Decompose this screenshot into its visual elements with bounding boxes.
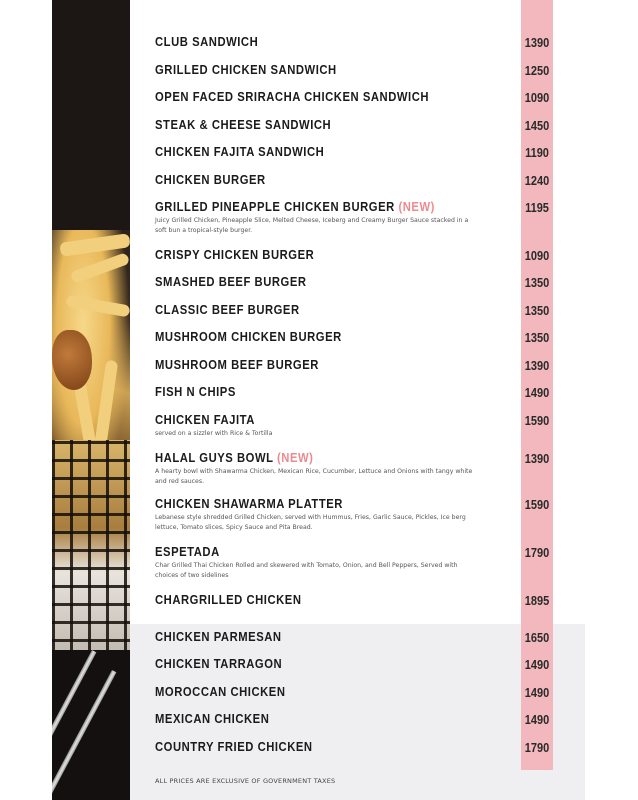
menu-item xyxy=(155,413,515,439)
item-name: OPEN FACED SRIRACHA CHICKEN SANDWICH xyxy=(155,90,430,104)
item-price: 1090 xyxy=(524,91,550,105)
menu-item xyxy=(155,90,515,104)
menu-item xyxy=(155,385,515,399)
item-name: MUSHROOM BEEF BURGER xyxy=(155,358,319,372)
fried-chicken-image xyxy=(52,330,92,390)
item-description: Lebanese style shredded Grilled Chicken, served with Hummus, Fries, Garlic Sauce, Pickles, Ice berg lettuce, Tomato slices, Spicy Sauce and Pita Bread. xyxy=(155,514,466,531)
item-description: Char Grilled Thai Chicken Rolled and skewered with Tomato, Onion, and Bell Peppers, Served with choices of two sidelines xyxy=(155,562,458,579)
menu-item xyxy=(155,200,515,236)
menu-item xyxy=(155,657,515,671)
menu-item xyxy=(155,248,515,262)
menu-item xyxy=(155,35,515,49)
item-price: 1350 xyxy=(524,276,550,290)
menu-item xyxy=(155,173,515,187)
item-price: 1490 xyxy=(524,386,550,400)
menu-item xyxy=(155,545,515,581)
item-price: 1490 xyxy=(524,658,550,672)
item-name: SMASHED BEEF BURGER xyxy=(155,275,307,289)
item-name: MEXICAN CHICKEN xyxy=(155,712,270,726)
item-price: 1490 xyxy=(524,713,550,727)
fork-image xyxy=(52,650,130,800)
item-name: CLUB SANDWICH xyxy=(155,35,259,49)
item-name: FISH N CHIPS xyxy=(155,385,236,399)
menu-item xyxy=(155,118,515,132)
new-tag: (NEW) xyxy=(276,451,314,465)
item-name xyxy=(155,200,479,214)
menu-item xyxy=(155,740,515,754)
menu-item xyxy=(155,497,515,533)
tax-note: ALL PRICES ARE EXCLUSIVE OF GOVERNMENT TAXES xyxy=(155,777,336,785)
menu-item xyxy=(155,593,515,607)
menu-item xyxy=(155,63,515,77)
item-price: 1590 xyxy=(524,498,550,512)
item-name-text: GRILLED PINEAPPLE CHICKEN BURGER xyxy=(155,200,395,214)
item-name-text: HALAL GUYS BOWL xyxy=(155,451,274,465)
item-name: CHARGRILLED CHICKEN xyxy=(155,593,302,607)
item-price: 1250 xyxy=(524,64,550,78)
item-name: COUNTRY FRIED CHICKEN xyxy=(155,740,313,754)
item-price: 1895 xyxy=(524,594,550,608)
menu-item xyxy=(155,451,515,487)
wire-basket-image xyxy=(52,440,130,660)
item-name: CHICKEN PARMESAN xyxy=(155,630,282,644)
menu-item xyxy=(155,330,515,344)
menu-item xyxy=(155,630,515,644)
item-price: 1390 xyxy=(524,452,550,466)
item-price: 1350 xyxy=(524,304,550,318)
menu-item xyxy=(155,358,515,372)
item-name: MUSHROOM CHICKEN BURGER xyxy=(155,330,342,344)
item-price: 1195 xyxy=(525,201,549,215)
item-name xyxy=(155,451,479,465)
item-description: Juicy Grilled Chicken, Pineapple Slice, Melted Cheese, Iceberg and Creamy Burger Sauce stacked in a soft bun a tropical-style burger. xyxy=(155,217,469,234)
menu-item xyxy=(155,145,515,159)
item-price: 1390 xyxy=(524,36,550,50)
item-name: CRISPY CHICKEN BURGER xyxy=(155,248,315,262)
item-price: 1090 xyxy=(524,249,550,263)
item-description: served on a sizzler with Rice & Tortilla xyxy=(155,430,273,437)
item-name: CHICKEN TARRAGON xyxy=(155,657,283,671)
menu-item xyxy=(155,712,515,726)
item-price: 1350 xyxy=(524,331,550,345)
item-price: 1590 xyxy=(524,414,550,428)
menu-item xyxy=(155,275,515,289)
item-name: STEAK & CHEESE SANDWICH xyxy=(155,118,332,132)
item-price: 1790 xyxy=(524,741,550,755)
item-price: 1390 xyxy=(524,359,550,373)
item-name: CHICKEN FAJITA xyxy=(155,413,255,427)
item-name: CHICKEN BURGER xyxy=(155,173,266,187)
item-name: CHICKEN SHAWARMA PLATTER xyxy=(155,497,343,511)
item-name: GRILLED CHICKEN SANDWICH xyxy=(155,63,337,77)
item-price: 1650 xyxy=(524,631,550,645)
price-column xyxy=(521,0,553,770)
item-name: CLASSIC BEEF BURGER xyxy=(155,303,300,317)
item-description: A hearty bowl with Shawarma Chicken, Mexican Rice, Cucumber, Lettuce and Onions with tangy white and red sauces. xyxy=(155,468,473,485)
item-name: CHICKEN FAJITA SANDWICH xyxy=(155,145,325,159)
item-price: 1190 xyxy=(525,146,549,160)
item-price: 1490 xyxy=(524,686,550,700)
item-price: 1790 xyxy=(524,546,550,560)
menu-item xyxy=(155,303,515,317)
item-name: ESPETADA xyxy=(155,545,220,559)
item-price: 1240 xyxy=(524,174,550,188)
fork-tine xyxy=(46,670,116,796)
menu-item xyxy=(155,685,515,699)
new-tag: (NEW) xyxy=(398,200,435,214)
item-price: 1450 xyxy=(524,119,550,133)
page-margin xyxy=(0,0,52,800)
item-name: MOROCCAN CHICKEN xyxy=(155,685,286,699)
